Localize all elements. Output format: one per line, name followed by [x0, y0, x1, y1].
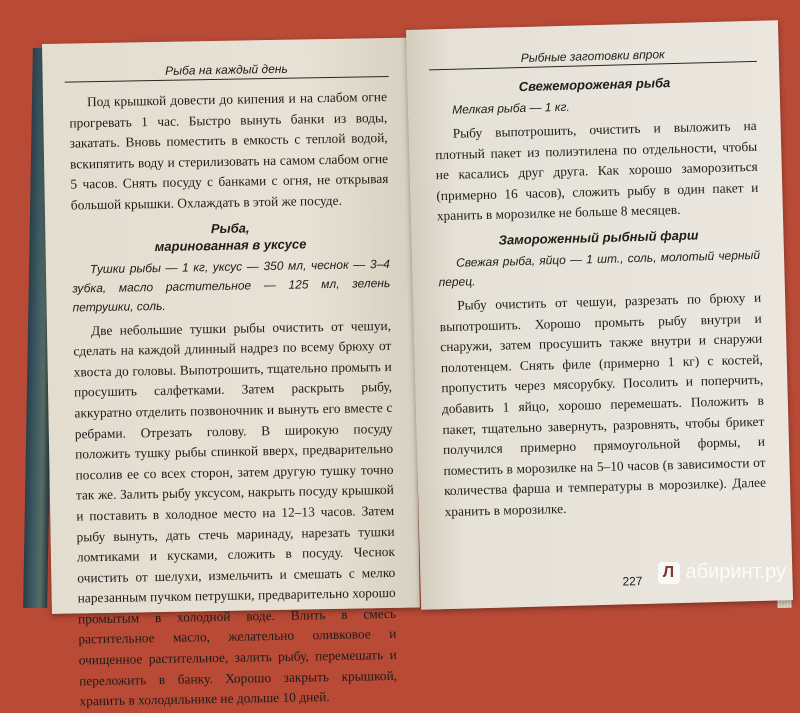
method-frozen-mince: Рыбу очистить от чешуи, разрезать по брюху и выпотрошить. Хорошо промыть рыбу внутри и снаружи, затем просушить также внутри и снаружи полотенцем. Снять филе (примерно 1 кг) с костей, пропустить через мясорубку. Посолить и поперчить, добавить 1 яйцо, хорошо перемешать. Положить в пакет, тщательно завернуть, разровнять, чтобы брикет получился примерно прямоугольной формы, и поместить в морозилке на 5–10 часов (в зависимости от количества фарша и температуры в морозилке). Далее хранить в морозилке. [439, 289, 767, 520]
recipe-title-line1: Рыба, [210, 219, 250, 236]
page-number: 227 [622, 574, 643, 589]
method-frozen-fish: Рыбу выпотрошить, очистить и выложить на плотный пакет из полиэтилена по отдельности, чтобы не касались друг друга. Как хорошо заморозиться (примерно 16 часов), сложить рыбу в один пакет и хранить в морозилке не больше 8 месяцев. [435, 117, 759, 224]
watermark [658, 561, 787, 584]
ingredients-frozen-fish: Мелкая рыба — 1 кг. [451, 99, 570, 117]
right-running-head: Рыбные заготовки впрок [429, 45, 757, 71]
intro-paragraph: Под крышкой довести до кипения и на слабом огне прогревать 1 час. Быстро вынуть банки из воды, закатать. Вновь поместить в емкость с теплой водой, вскипятить воду и стерилизовать на самом слабом огне 5 часов. Снять посуду с банками с огня, не открывая большой крышки. Охлаждать в этой же посуде. [69, 88, 389, 213]
recipe-title-frozen-fish: Свежемороженая рыба [518, 75, 671, 95]
watermark-text: абиринт.ру [685, 561, 786, 583]
recipe-title-line2: маринованная в уксусе [154, 235, 307, 254]
right-page [406, 20, 793, 610]
recipe-title-frozen-mince: Замороженный рыбный фарш [498, 227, 699, 248]
labirint-logo-icon: Л [658, 562, 680, 584]
right-page-content [407, 71, 790, 523]
left-running-head: Рыба на каждый день [64, 60, 388, 83]
recipe-title-marinated-fish [71, 217, 390, 257]
ingredients-marinated-fish: Тушки рыбы — 1 кг, уксус — 350 мл, чеснок — 3–4 зубка, масло растительное — 125 мл, зелень петрушки, соль. [72, 256, 391, 315]
method-marinated-fish: Две небольшие тушки рыбы очистить от чешуи, сделать на каждой длинный надрез по всему брюху от хвоста до головы. Выпотрошить, тщательно промыть и просушить салфетками. Затем раскрыть рыбу, аккуратно отделить позвоночник и вынуть его вместе с ребрами. Отрезать голову. В широкую посуду положить тушку рыбы спинкой вверх, предварительно посолив ее со всех сторон, затем другую тушку точно так же. Залить рыбу уксусом, накрыть посуду крышкой и поставить в холодное место на 12–13 часов. Затем рыбу вынуть, дать стечь маринаду, нарезать тушки ломтиками и кусками, сложить в посуду. Чеснок очистить от шелухи, измельчить и смешать с мелко нарезанным пучком петрушки, предварительно хорошо промытым в холодной воде. Влить в смесь растительное масло, желательно оливковое и очищенное растительное, залить рыбу, перемешать и переложить в банку. Хорошо закрыть крышкой, хранить в холодильнике не дольше 10 дней. [73, 317, 398, 709]
left-page-content [43, 87, 422, 713]
ingredients-frozen-mince: Свежая рыба, яйцо — 1 шт., соль, молотый черный перец. [438, 247, 761, 290]
left-page [42, 38, 420, 709]
